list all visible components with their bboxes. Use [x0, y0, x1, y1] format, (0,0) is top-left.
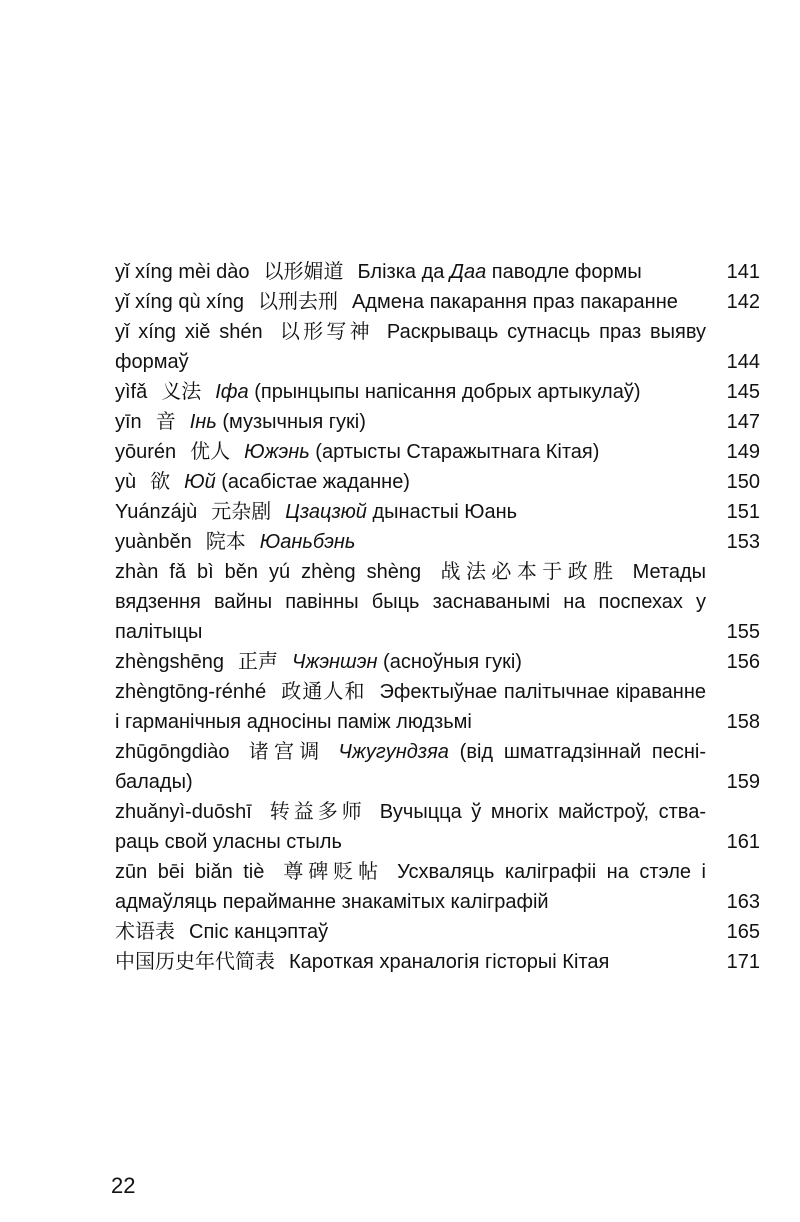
- entry-pinyin: yù: [115, 471, 137, 493]
- entry-title-rest: (асабістае жаданне): [215, 471, 410, 493]
- toc-entry: [115, 257, 760, 287]
- entry-hanzi: 以形媚道: [263, 261, 344, 283]
- entry-hanzi: 诸宫调: [243, 741, 325, 763]
- entry-pinyin: zhuǎnyì-duōshī: [115, 801, 252, 823]
- entry-title: Метады вядзення вайны павінны быць заснаванымі на поспехах у палітыцы: [115, 561, 707, 643]
- entry-title-rest: (асноўныя гукі): [377, 651, 522, 673]
- entry-pinyin: zūn bēi biǎn tiè: [115, 861, 265, 883]
- entry-hanzi: 战法必本于政胜: [435, 561, 619, 583]
- entry-page: 141: [726, 261, 760, 283]
- entry-page: 161: [726, 831, 760, 853]
- toc-entry: [115, 317, 760, 377]
- entry-page: 155: [726, 621, 760, 643]
- table-of-contents: [115, 257, 760, 977]
- entry-page: 158: [726, 711, 760, 733]
- entry-page: 149: [726, 441, 760, 463]
- entry-pinyin: zhèngtōng-rénhé: [115, 681, 267, 703]
- entry-hanzi: 欲: [150, 471, 171, 493]
- entry-pinyin: zhèngshēng: [115, 651, 224, 673]
- entry-hanzi: 优人: [190, 441, 231, 463]
- entry-title: Усхваляць каліграфіі на стэле і адмаўляць перайманне знакамітых каліграфій: [115, 861, 706, 913]
- entry-page: 171: [726, 951, 760, 973]
- entry-title: Раскрываць сутнасць праз выяву формаў: [115, 321, 707, 373]
- entry-hanzi: 正声: [237, 651, 278, 673]
- toc-entry: [115, 647, 760, 677]
- entry-hanzi: 音: [155, 411, 176, 433]
- entry-title-rest: дынастыі Юань: [366, 501, 518, 523]
- entry-pinyin: yìfǎ: [115, 381, 148, 403]
- entry-title-rest: (від шматгадзіннай песні-балады): [115, 741, 706, 793]
- entry-term: Юй: [184, 471, 216, 493]
- toc-entry: [115, 917, 760, 947]
- entry-pinyin: yǐ xíng qù xíng: [115, 291, 244, 313]
- toc-entry: [115, 377, 760, 407]
- entry-page: 153: [726, 531, 760, 553]
- entry-title: Вучыцца ў многіх майстроў, ствараць свой уласны стыль: [115, 801, 707, 853]
- entry-hanzi: 尊碑贬帖: [278, 861, 384, 883]
- entry-title-rest: (артысты Старажытнага Кітая): [309, 441, 600, 463]
- entry-pinyin: yuànběn: [115, 531, 192, 553]
- entry-page: 159: [726, 771, 760, 793]
- entry-page: 165: [726, 921, 760, 943]
- toc-entry: [115, 677, 760, 737]
- entry-hanzi: 转益多师: [265, 801, 366, 823]
- entry-title: Адмена пакарання праз пакаранне: [351, 291, 678, 313]
- entry-term: Чжугундзяа: [338, 741, 449, 763]
- entry-page: 145: [726, 381, 760, 403]
- entry-term: Даа: [449, 261, 487, 283]
- entry-pinyin: zhàn fǎ bì běn yú zhèng shèng: [115, 561, 422, 583]
- toc-entry: [115, 737, 760, 797]
- entry-term: Цзацзюй: [285, 501, 367, 523]
- entry-term: Іфа: [215, 381, 249, 403]
- toc-entry: [115, 797, 760, 857]
- entry-term: Южэнь: [244, 441, 310, 463]
- toc-entry: [115, 287, 760, 317]
- entry-hanzi: 义法: [161, 381, 202, 403]
- toc-entry: [115, 947, 760, 977]
- entry-hanzi: 政通人和: [280, 681, 366, 703]
- toc-entry: [115, 497, 760, 527]
- entry-term: Чжэншэн: [291, 651, 378, 673]
- entry-hanzi: 以形写神: [276, 321, 373, 343]
- entry-pinyin: Yuánzájù: [115, 501, 198, 523]
- entry-page: 156: [726, 651, 760, 673]
- entry-pinyin: yīn: [115, 411, 142, 433]
- page-number: 22: [111, 1173, 136, 1198]
- entry-hanzi: 元杂剧: [211, 501, 272, 523]
- entry-title: Спіс канцэптаў: [189, 921, 329, 943]
- entry-title: Блізка да: [357, 261, 450, 283]
- entry-page: 142: [726, 291, 760, 313]
- toc-entry: [115, 557, 760, 647]
- entry-pinyin: zhūgōngdiào: [115, 741, 230, 763]
- entry-hanzi: 中国历史年代简表: [115, 951, 275, 973]
- toc-entry: [115, 857, 760, 917]
- toc-entry: [115, 467, 760, 497]
- entry-title-rest: паводле формы: [486, 261, 642, 283]
- entry-hanzi: 院本: [205, 531, 246, 553]
- entry-page: 151: [726, 501, 760, 523]
- entry-hanzi: 以刑去刑: [257, 291, 338, 313]
- entry-pinyin: yōurén: [115, 441, 177, 463]
- entry-title-rest: (музычныя гукі): [216, 411, 366, 433]
- entry-term: Інь: [189, 411, 217, 433]
- entry-page: 150: [726, 471, 760, 493]
- entry-page: 163: [726, 891, 760, 913]
- entry-term: Юаньбэнь: [259, 531, 356, 553]
- entry-hanzi: 术语表: [115, 921, 175, 943]
- entry-pinyin: yǐ xíng mèi dào: [115, 261, 250, 283]
- entry-page: 144: [726, 351, 760, 373]
- toc-entry: [115, 437, 760, 467]
- entry-page: 147: [726, 411, 760, 433]
- entry-title-rest: (прынцыпы напісання добрых артыкулаў): [248, 381, 641, 403]
- entry-title: Эфектыўнае палітычнае кіраванне і гарманічныя адносіны паміж людзьмі: [115, 681, 707, 733]
- toc-entry: [115, 407, 760, 437]
- entry-title: Кароткая храналогія гісторыі Кітая: [289, 951, 610, 973]
- toc-entry: [115, 527, 760, 557]
- entry-pinyin: yǐ xíng xiě shén: [115, 321, 263, 343]
